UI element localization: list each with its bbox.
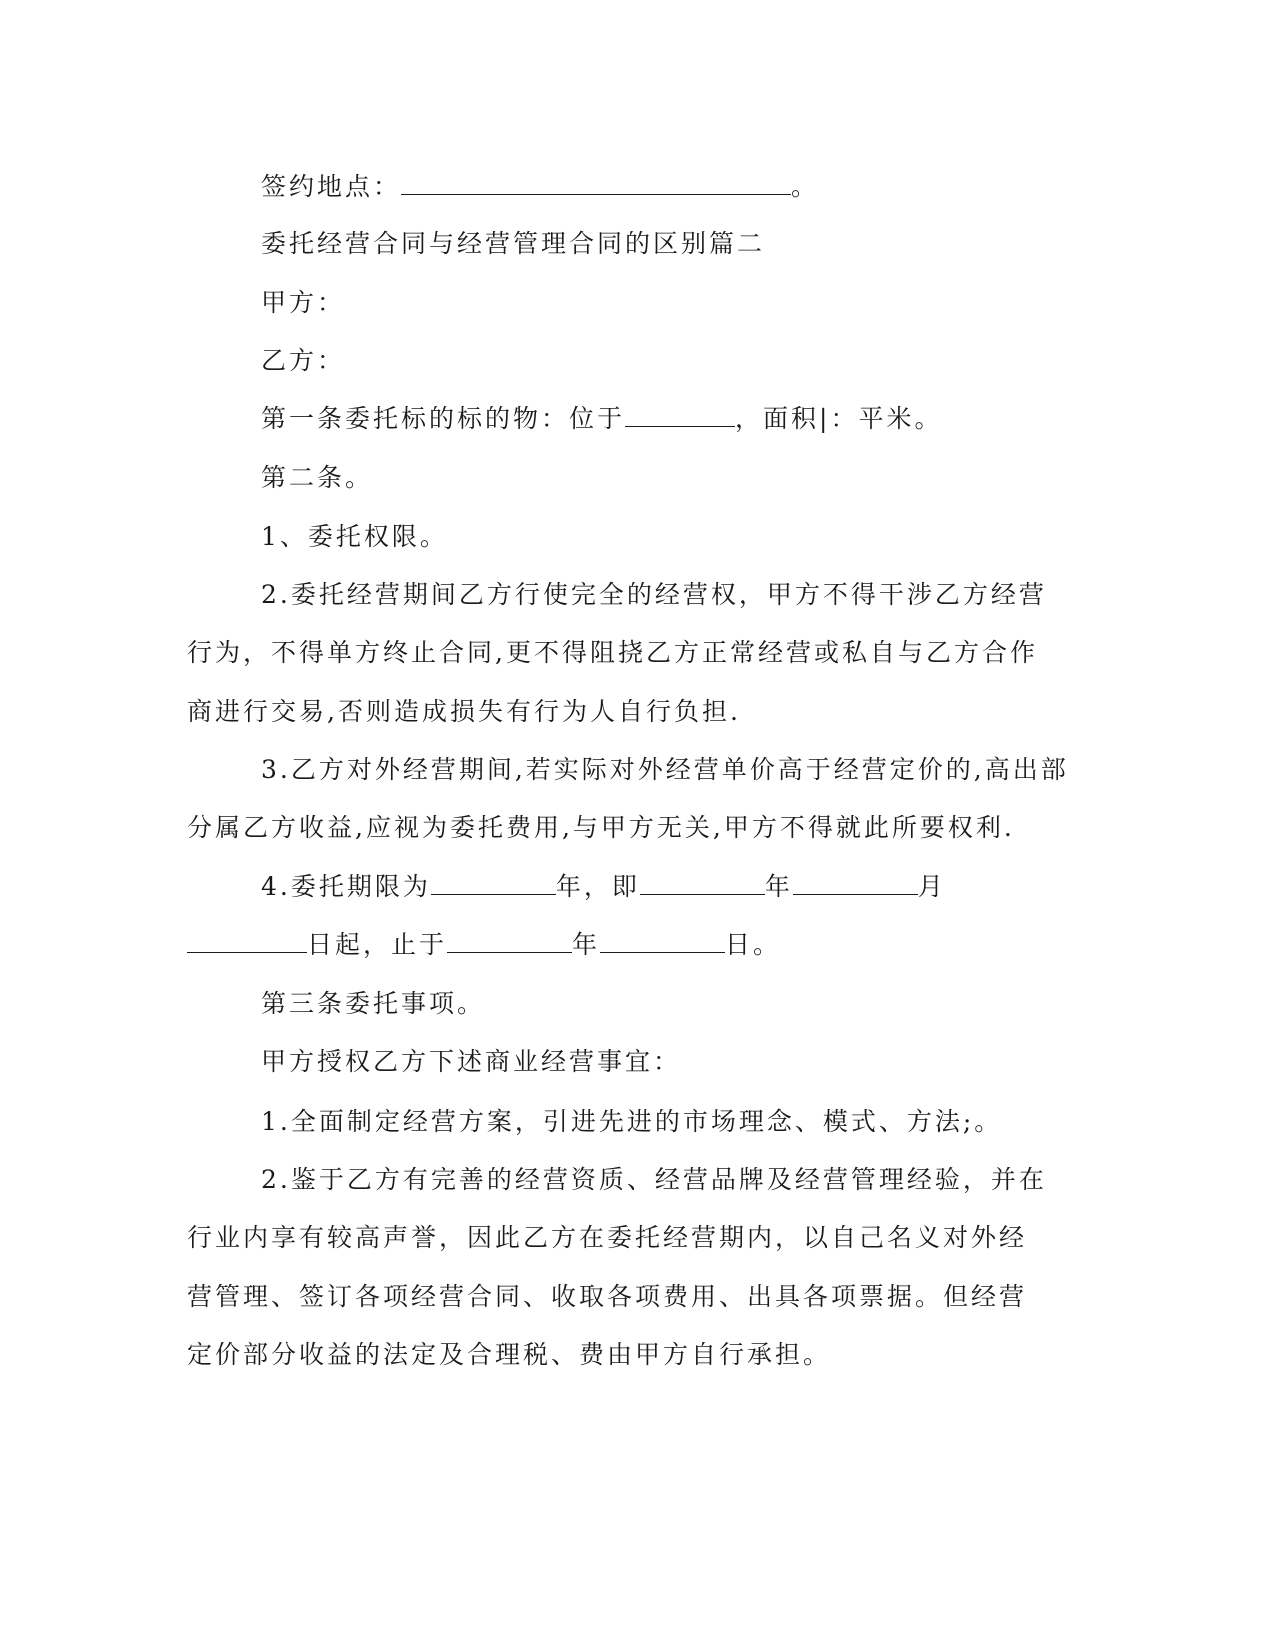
party-b-label: 乙方： (261, 346, 346, 375)
article-2-item-3-line: 3.乙方对外经营期间,若实际对外经营单价高于经营定价的,高出部 (261, 755, 1069, 784)
article-2-item-2-line: 行为，不得单方终止合同,更不得阻挠乙方正常经营或私自与乙方合作 (187, 638, 1038, 667)
term-year-label: 年，即 (555, 872, 640, 901)
article-1-text: 第一条委托标的标的物：位于 (261, 404, 626, 433)
end-year-label: 年 (572, 930, 601, 959)
signing-place-blank (401, 172, 791, 195)
article-1 (261, 401, 942, 437)
article-2-item-2-line: 商进行交易,否则造成损失有行为人自行负担. (187, 697, 741, 726)
start-year-label: 年 (764, 872, 793, 901)
term-years-blank (431, 872, 556, 895)
start-day-label: 日起，止于 (307, 930, 448, 959)
article-2-item-4-line (187, 927, 781, 963)
start-day-blank (187, 930, 307, 953)
start-month-label: 月 (917, 872, 946, 901)
signing-place-label: 签约地点： (261, 172, 402, 201)
article-1-tail: ，面积|：平米。 (735, 404, 943, 433)
article-3-item-2-line: 2.鉴于乙方有完善的经营资质、经营品牌及经营管理经验，并在 (261, 1165, 1047, 1194)
section-heading: 委托经营合同与经营管理合同的区别篇二 (261, 229, 766, 258)
end-day-label: 日。 (725, 930, 782, 959)
signing-place-end: 。 (791, 172, 820, 201)
article-3-item-2-line: 定价部分收益的法定及合理税、费由甲方自行承担。 (187, 1340, 832, 1369)
article-3-intro: 甲方授权乙方下述商业经营事宜： (261, 1047, 682, 1076)
article-2-item-1: 1、委托权限。 (261, 522, 448, 551)
article-3-item-1: 1.全面制定经营方案，引进先进的市场理念、模式、方法;。 (261, 1107, 1003, 1136)
article-3-item-2-line: 行业内享有较高声誉，因此乙方在委托经营期内，以自己名义对外经 (187, 1223, 1028, 1252)
start-month-blank (793, 872, 918, 895)
article-2-title: 第二条。 (261, 463, 374, 492)
end-year-blank (447, 930, 572, 953)
article-3-title: 第三条委托事项。 (261, 989, 486, 1018)
party-a-label: 甲方： (261, 288, 346, 317)
article-2-item-3-line: 分属乙方收益,应视为委托费用,与甲方无关,甲方不得就此所要权利. (187, 813, 1015, 842)
article-2-item-2-line: 2.委托经营期间乙方行使完全的经营权，甲方不得干涉乙方经营 (261, 580, 1047, 609)
article-3-item-2-line: 营管理、签订各项经营合同、收取各项费用、出具各项票据。但经营 (187, 1282, 1028, 1311)
article-2-item-4-line (261, 869, 946, 905)
term-prefix: 4.委托期限为 (261, 872, 431, 901)
start-year-blank (640, 872, 765, 895)
signing-place-line (261, 169, 819, 205)
end-day-blank (600, 930, 725, 953)
location-blank (625, 404, 735, 427)
